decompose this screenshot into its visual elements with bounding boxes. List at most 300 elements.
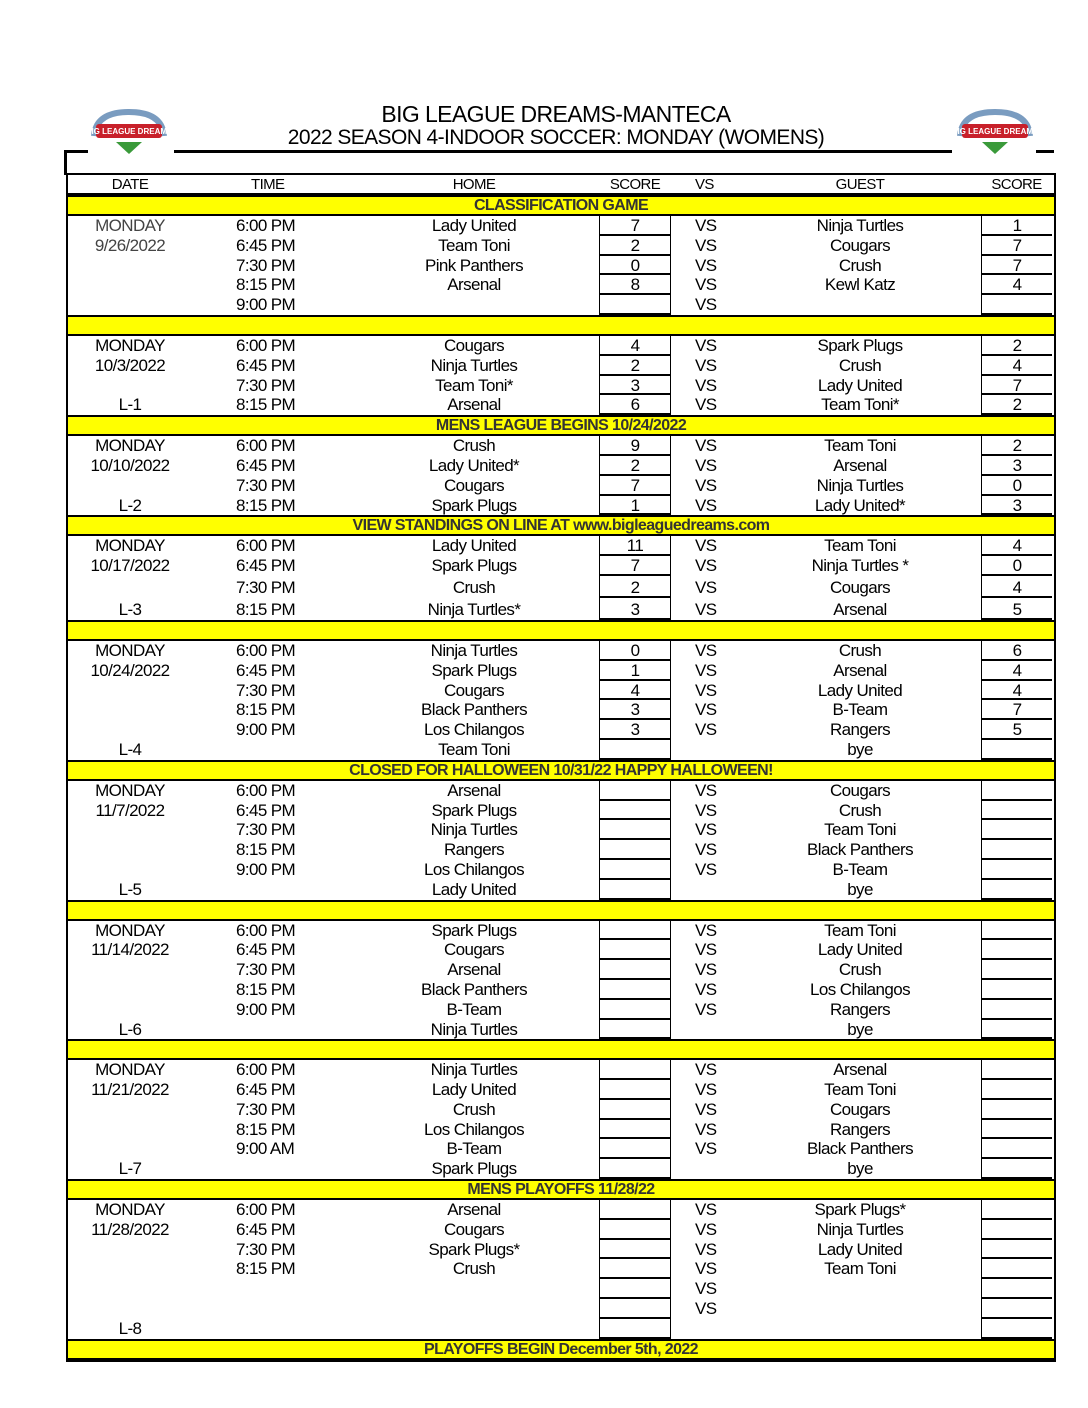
time: 6:45 PM bbox=[236, 660, 296, 680]
table-row bbox=[68, 641, 1054, 661]
guest-team: Crush bbox=[838, 255, 882, 275]
table-row bbox=[68, 456, 1054, 476]
vs: VS bbox=[695, 475, 717, 495]
section-banner: VIEW STANDINGS ON LINE AT www.bigleaguedreams.com bbox=[68, 515, 1054, 536]
date: 9/26/2022 bbox=[94, 235, 166, 255]
home-team: Spark Plugs bbox=[431, 920, 517, 940]
home-score bbox=[599, 1220, 671, 1240]
table-row bbox=[68, 496, 1054, 516]
home-team: Cougars bbox=[443, 475, 505, 495]
table-row bbox=[68, 960, 1054, 980]
guest-score: 0 bbox=[981, 556, 1052, 576]
home-team: Arsenal bbox=[447, 275, 501, 295]
banner-playoffs: PLAYOFFS BEGIN December 5th, 2022 bbox=[68, 1339, 1054, 1360]
home-score bbox=[599, 1259, 671, 1279]
home-team: Ninja Turtles bbox=[430, 820, 518, 840]
home-team: Crush bbox=[452, 577, 496, 597]
guest-score bbox=[981, 1220, 1052, 1240]
section-banner: CLOSED FOR HALLOWEEN 10/31/22 HAPPY HALLOWEEN! bbox=[68, 760, 1054, 781]
big-league-dreams-logo bbox=[86, 106, 172, 158]
time: 9:00 PM bbox=[236, 999, 296, 1019]
home-score bbox=[599, 1159, 671, 1179]
guest-team: Ninja Turtles bbox=[816, 1219, 904, 1239]
guest-score: 2 bbox=[981, 336, 1052, 356]
time: 6:00 PM bbox=[236, 1200, 296, 1220]
time: 6:45 PM bbox=[236, 455, 296, 475]
vs: VS bbox=[695, 859, 717, 879]
table-row bbox=[68, 395, 1054, 415]
vs: VS bbox=[695, 355, 717, 375]
vs: VS bbox=[695, 1099, 717, 1119]
home-team: Rangers bbox=[443, 840, 505, 860]
section-banner: CLASSIFICATION GAME bbox=[68, 195, 1054, 216]
time: 8:15 PM bbox=[236, 599, 296, 619]
col-guest-score: SCORE bbox=[991, 176, 1042, 193]
guest-team: bye bbox=[847, 1019, 873, 1039]
home-team: Black Panthers bbox=[421, 979, 527, 999]
vs: VS bbox=[695, 1299, 717, 1319]
guest-team: Arsenal bbox=[833, 599, 887, 619]
guest-team: Kewl Katz bbox=[824, 275, 896, 295]
table-row bbox=[68, 1000, 1054, 1020]
time: 8:15 PM bbox=[236, 275, 296, 295]
vs: VS bbox=[695, 577, 717, 597]
table-row bbox=[68, 1020, 1054, 1040]
home-score: 3 bbox=[599, 700, 671, 720]
table-row bbox=[68, 661, 1054, 681]
guest-score bbox=[981, 860, 1052, 880]
home-score bbox=[599, 820, 671, 840]
vs: VS bbox=[695, 700, 717, 720]
guest-team: Crush bbox=[838, 800, 882, 820]
home-score bbox=[599, 1200, 671, 1220]
home-score bbox=[599, 1020, 671, 1040]
guest-team: Team Toni bbox=[824, 1080, 896, 1100]
guest-team: Cougars bbox=[829, 780, 891, 800]
home-team: Ninja Turtles bbox=[430, 1019, 518, 1039]
guest-team: bye bbox=[847, 1159, 873, 1179]
table-row bbox=[68, 356, 1054, 376]
vs: VS bbox=[695, 1080, 717, 1100]
vs: VS bbox=[695, 720, 717, 740]
home-score: 3 bbox=[599, 720, 671, 740]
guest-score bbox=[981, 781, 1052, 801]
home-team: Spark Plugs bbox=[431, 1159, 517, 1179]
home-score bbox=[599, 1000, 671, 1020]
date: MONDAY bbox=[95, 216, 165, 235]
home-team: Los Chilangos bbox=[424, 1119, 524, 1139]
home-score: 4 bbox=[599, 336, 671, 356]
vs: VS bbox=[695, 436, 717, 456]
table-row bbox=[68, 1200, 1054, 1220]
time: 6:00 PM bbox=[236, 920, 296, 940]
vs: VS bbox=[695, 1259, 717, 1279]
vs: VS bbox=[695, 820, 717, 840]
time: 6:45 PM bbox=[236, 556, 296, 576]
guest-score: 4 bbox=[981, 356, 1052, 376]
vs: VS bbox=[695, 455, 717, 475]
time: 7:30 PM bbox=[236, 255, 296, 275]
home-team: Crush bbox=[452, 1099, 496, 1119]
table-row bbox=[68, 1299, 1054, 1319]
date: MONDAY bbox=[95, 536, 165, 556]
section-banner: MENS LEAGUE BEGINS 10/24/2022 bbox=[68, 415, 1054, 436]
table-row bbox=[68, 940, 1054, 960]
vs: VS bbox=[695, 920, 717, 940]
guest-team: Team Toni bbox=[824, 820, 896, 840]
guest-team: Spark Plugs* bbox=[814, 1200, 906, 1220]
guest-team: Team Toni bbox=[824, 436, 896, 456]
guest-team: Crush bbox=[838, 960, 882, 980]
date: 10/24/2022 bbox=[90, 660, 170, 680]
table-row bbox=[68, 1159, 1054, 1179]
guest-score: 5 bbox=[981, 720, 1052, 740]
home-team: Spark Plugs* bbox=[428, 1239, 520, 1259]
table-row bbox=[68, 880, 1054, 900]
date: MONDAY bbox=[95, 1060, 165, 1080]
guest-team: Rangers bbox=[829, 999, 891, 1019]
home-team: Spark Plugs bbox=[431, 800, 517, 820]
date: 10/17/2022 bbox=[90, 556, 170, 576]
guest-score bbox=[981, 295, 1052, 315]
guest-score: 7 bbox=[981, 236, 1052, 256]
table-row bbox=[68, 820, 1054, 840]
guest-score bbox=[981, 1139, 1052, 1159]
home-score bbox=[599, 980, 671, 1000]
section-banner bbox=[68, 620, 1054, 641]
guest-team: Lady United bbox=[817, 680, 903, 700]
guest-score: 7 bbox=[981, 256, 1052, 276]
guest-score bbox=[981, 840, 1052, 860]
time: 7:30 PM bbox=[236, 1239, 296, 1259]
table-row bbox=[68, 1319, 1054, 1339]
guest-score bbox=[981, 1259, 1052, 1279]
table-row bbox=[68, 536, 1054, 556]
home-score: 8 bbox=[599, 275, 671, 295]
home-score bbox=[599, 921, 671, 941]
guest-team: Ninja Turtles * bbox=[811, 556, 909, 576]
time: 7:30 PM bbox=[236, 820, 296, 840]
big-league-dreams-logo bbox=[952, 106, 1038, 158]
home-team: Ninja Turtles bbox=[430, 640, 518, 660]
table-row bbox=[68, 1220, 1054, 1240]
date: L-7 bbox=[118, 1159, 142, 1179]
home-score bbox=[599, 1120, 671, 1140]
table-row bbox=[68, 1279, 1054, 1299]
guest-score: 7 bbox=[981, 376, 1052, 396]
time: 8:15 PM bbox=[236, 395, 296, 415]
time: 6:45 PM bbox=[236, 1219, 296, 1239]
home-score bbox=[599, 781, 671, 801]
guest-score bbox=[981, 880, 1052, 900]
guest-score: 3 bbox=[981, 496, 1052, 516]
guest-score bbox=[981, 1299, 1052, 1319]
guest-score: 4 bbox=[981, 681, 1052, 701]
time: 6:00 PM bbox=[236, 640, 296, 660]
table-row bbox=[68, 1259, 1054, 1279]
guest-score: 0 bbox=[981, 476, 1052, 496]
guest-team: Team Toni* bbox=[821, 395, 899, 415]
vs: VS bbox=[695, 295, 717, 315]
home-score: 11 bbox=[599, 536, 671, 556]
date: L-6 bbox=[118, 1019, 142, 1039]
guest-score bbox=[981, 740, 1052, 760]
date: MONDAY bbox=[95, 335, 165, 355]
home-team: Arsenal bbox=[447, 1200, 501, 1220]
divider bbox=[1036, 150, 1054, 153]
guest-score bbox=[981, 801, 1052, 821]
table-row bbox=[68, 781, 1054, 801]
vs: VS bbox=[695, 1119, 717, 1139]
home-score bbox=[599, 840, 671, 860]
date: MONDAY bbox=[95, 640, 165, 660]
home-score: 2 bbox=[599, 456, 671, 476]
guest-team: Arsenal bbox=[833, 1060, 887, 1080]
home-team: Lady United bbox=[431, 216, 517, 235]
section-banner bbox=[68, 1039, 1054, 1060]
table-row bbox=[68, 720, 1054, 740]
table-row bbox=[68, 700, 1054, 720]
vs: VS bbox=[695, 395, 717, 415]
time: 9:00 PM bbox=[236, 859, 296, 879]
home-score bbox=[599, 1319, 671, 1339]
guest-score bbox=[981, 1120, 1052, 1140]
time: 8:15 PM bbox=[236, 700, 296, 720]
time: 7:30 PM bbox=[236, 1099, 296, 1119]
guest-score bbox=[981, 1279, 1052, 1299]
home-score: 3 bbox=[599, 376, 671, 396]
home-score: 7 bbox=[599, 476, 671, 496]
date: L-5 bbox=[118, 879, 142, 899]
guest-team: Arsenal bbox=[833, 660, 887, 680]
table-row bbox=[68, 216, 1054, 236]
table-row bbox=[68, 860, 1054, 880]
guest-score: 5 bbox=[981, 598, 1052, 620]
divider bbox=[174, 150, 952, 153]
vs: VS bbox=[695, 216, 717, 235]
home-team: Team Toni bbox=[438, 235, 510, 255]
section-banner: MENS PLAYOFFS 11/28/22 bbox=[68, 1179, 1054, 1200]
guest-score bbox=[981, 1100, 1052, 1120]
guest-score: 4 bbox=[981, 536, 1052, 556]
home-team: Los Chilangos bbox=[424, 859, 524, 879]
guest-score bbox=[981, 1319, 1052, 1339]
home-team: Lady United* bbox=[428, 455, 520, 475]
guest-team: Team Toni bbox=[824, 1259, 896, 1279]
date: 10/3/2022 bbox=[94, 355, 166, 375]
home-score bbox=[599, 1279, 671, 1299]
guest-score: 6 bbox=[981, 641, 1052, 661]
home-score bbox=[599, 1139, 671, 1159]
section-banner bbox=[68, 900, 1054, 921]
home-team: Arsenal bbox=[447, 395, 501, 415]
vs: VS bbox=[695, 660, 717, 680]
time: 9:00 AM bbox=[236, 1139, 295, 1159]
time: 6:45 PM bbox=[236, 1080, 296, 1100]
guest-team: Rangers bbox=[829, 1119, 891, 1139]
table-row bbox=[68, 598, 1054, 620]
table-row bbox=[68, 1240, 1054, 1260]
time: 6:00 PM bbox=[236, 335, 296, 355]
guest-team: bye bbox=[847, 879, 873, 899]
date: MONDAY bbox=[95, 920, 165, 940]
vs: VS bbox=[695, 960, 717, 980]
home-team: Spark Plugs bbox=[431, 495, 517, 515]
home-team: Cougars bbox=[443, 940, 505, 960]
date: L-3 bbox=[118, 599, 142, 619]
time: 7:30 PM bbox=[236, 375, 296, 395]
home-score bbox=[599, 960, 671, 980]
table-header bbox=[68, 175, 1054, 195]
time: 7:30 PM bbox=[236, 475, 296, 495]
time: 7:30 PM bbox=[236, 577, 296, 597]
time: 7:30 PM bbox=[236, 680, 296, 700]
vs: VS bbox=[695, 556, 717, 576]
vs: VS bbox=[695, 999, 717, 1019]
schedule-table bbox=[66, 173, 1056, 1362]
home-team: B-Team bbox=[446, 999, 502, 1019]
vs: VS bbox=[695, 275, 717, 295]
home-score: 2 bbox=[599, 576, 671, 598]
guest-score bbox=[981, 980, 1052, 1000]
date: L-2 bbox=[118, 495, 142, 515]
vs: VS bbox=[695, 1219, 717, 1239]
home-score: 4 bbox=[599, 681, 671, 701]
vs: VS bbox=[695, 599, 717, 619]
vs: VS bbox=[695, 680, 717, 700]
home-team: Crush bbox=[452, 436, 496, 456]
guest-team: Crush bbox=[838, 640, 882, 660]
table-row bbox=[68, 1060, 1054, 1080]
table-row bbox=[68, 1139, 1054, 1159]
time: 6:45 PM bbox=[236, 800, 296, 820]
vs: VS bbox=[695, 979, 717, 999]
time: 6:00 PM bbox=[236, 436, 296, 456]
table-row bbox=[68, 236, 1054, 256]
guest-score bbox=[981, 820, 1052, 840]
table-row bbox=[68, 576, 1054, 598]
vs: VS bbox=[695, 235, 717, 255]
home-team: Ninja Turtles bbox=[430, 355, 518, 375]
guest-team: B-Team bbox=[832, 859, 888, 879]
guest-score bbox=[981, 940, 1052, 960]
time: 6:00 PM bbox=[236, 1060, 296, 1080]
guest-team: Rangers bbox=[829, 720, 891, 740]
guest-team: Lady United bbox=[817, 940, 903, 960]
divider bbox=[64, 150, 88, 153]
guest-team: Spark Plugs bbox=[817, 335, 903, 355]
home-team: Ninja Turtles bbox=[430, 1060, 518, 1080]
date: 10/10/2022 bbox=[90, 455, 170, 475]
time: 6:45 PM bbox=[236, 235, 296, 255]
guest-score: 1 bbox=[981, 216, 1052, 236]
time: 6:45 PM bbox=[236, 355, 296, 375]
divider bbox=[64, 150, 67, 175]
guest-score bbox=[981, 921, 1052, 941]
home-team: Team Toni* bbox=[435, 375, 513, 395]
time: 9:00 PM bbox=[236, 720, 296, 740]
guest-score: 7 bbox=[981, 700, 1052, 720]
vs: VS bbox=[695, 1060, 717, 1080]
time: 8:15 PM bbox=[236, 840, 296, 860]
guest-team: Ninja Turtles bbox=[816, 475, 904, 495]
col-date: DATE bbox=[111, 176, 149, 193]
page-title: BIG LEAGUE DREAMS-MANTECA bbox=[381, 101, 731, 127]
home-score bbox=[599, 1100, 671, 1120]
time: 6:00 PM bbox=[236, 536, 296, 556]
vs: VS bbox=[695, 335, 717, 355]
home-team: Black Panthers bbox=[421, 700, 527, 720]
col-home: HOME bbox=[452, 176, 496, 193]
guest-team: Team Toni bbox=[824, 536, 896, 556]
time: 8:15 PM bbox=[236, 979, 296, 999]
home-score bbox=[599, 940, 671, 960]
table-row bbox=[68, 556, 1054, 576]
home-team: Pink Panthers bbox=[424, 255, 524, 275]
table-row bbox=[68, 275, 1054, 295]
guest-team: Cougars bbox=[829, 1099, 891, 1119]
col-home-score: SCORE bbox=[609, 176, 661, 193]
guest-score: 4 bbox=[981, 576, 1052, 598]
section-banner bbox=[68, 315, 1054, 336]
home-score bbox=[599, 1299, 671, 1319]
table-row bbox=[68, 1080, 1054, 1100]
guest-score: 2 bbox=[981, 395, 1052, 415]
home-score: 7 bbox=[599, 216, 671, 236]
home-score: 1 bbox=[599, 661, 671, 681]
guest-score bbox=[981, 1060, 1052, 1080]
home-team: Arsenal bbox=[447, 780, 501, 800]
home-score: 0 bbox=[599, 641, 671, 661]
guest-score: 4 bbox=[981, 275, 1052, 295]
time: 9:00 PM bbox=[236, 295, 296, 315]
home-team: Cougars bbox=[443, 680, 505, 700]
guest-team: Lady United bbox=[817, 1239, 903, 1259]
table-row bbox=[68, 376, 1054, 396]
guest-score bbox=[981, 1020, 1052, 1040]
guest-team: Black Panthers bbox=[807, 840, 913, 860]
home-score bbox=[599, 880, 671, 900]
home-team: Cougars bbox=[443, 335, 505, 355]
time: 8:15 PM bbox=[236, 1119, 296, 1139]
home-team: Spark Plugs bbox=[431, 556, 517, 576]
svg-text:BIG LEAGUE DREAMS: BIG LEAGUE DREAMS bbox=[86, 127, 172, 136]
vs: VS bbox=[695, 255, 717, 275]
home-team: Team Toni bbox=[438, 739, 510, 759]
table-row bbox=[68, 740, 1054, 760]
date: MONDAY bbox=[95, 1200, 165, 1220]
vs: VS bbox=[695, 536, 717, 556]
svg-text:BIG LEAGUE DREAMS: BIG LEAGUE DREAMS bbox=[952, 127, 1038, 136]
table-row bbox=[68, 295, 1054, 315]
guest-score bbox=[981, 1159, 1052, 1179]
col-time: TIME bbox=[251, 176, 285, 193]
table-row bbox=[68, 980, 1054, 1000]
vs: VS bbox=[695, 495, 717, 515]
table-row bbox=[68, 436, 1054, 456]
table-row bbox=[68, 1120, 1054, 1140]
guest-team: Los Chilangos bbox=[810, 979, 910, 999]
vs: VS bbox=[695, 1139, 717, 1159]
vs: VS bbox=[695, 800, 717, 820]
guest-score: 2 bbox=[981, 436, 1052, 456]
vs: VS bbox=[695, 1279, 717, 1299]
guest-team: Lady United* bbox=[814, 495, 906, 515]
home-score bbox=[599, 801, 671, 821]
home-score: 2 bbox=[599, 236, 671, 256]
home-score: 3 bbox=[599, 598, 671, 620]
guest-team: Cougars bbox=[829, 235, 891, 255]
